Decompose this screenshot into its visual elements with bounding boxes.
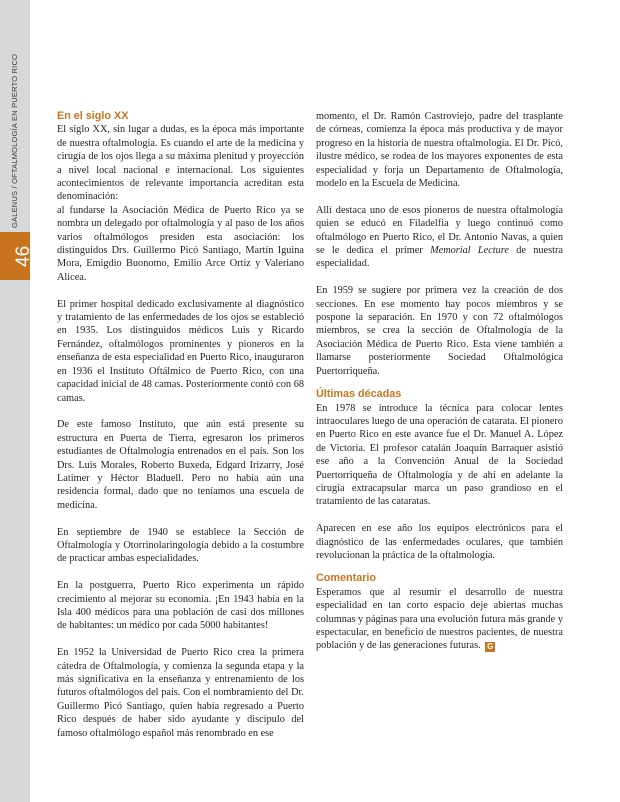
paragraph: El siglo XX, sin lugar a dudas, es la época más importante de nuestra oftalmología. Es cuando el arte de la medicina y cirugía de los ojos llega a su máxima plenitud y proyección a nivel local nacional e internacional. Los siguientes acontecimientos de relevante importancia acreditan esta denominación: xyxy=(57,124,304,203)
article-column-right xyxy=(316,110,563,666)
paragraph: De este famoso Instituto, que aún está presente su estructura en Puerta de Tierra, egresaron los primeros estudiantes de Oftalmología entrenados en el país. Son los Drs. Luis Morales, Roberto Buxeda, Edgard Irizarry, José Latimer y Héctor Bladuell. Pero no había aún una residencia formal, dado que no teníamos una escuela de medicina. xyxy=(57,419,304,511)
paragraph: momento, el Dr. Ramón Castroviejo, padre del trasplante de córneas, comienza la época más productiva y de mayor progreso en la historia de nuestra oftalmología. El Dr. Picó, ilustre médico, se rodea de los mayores exponentes de esta especialidad y forja un Departamento de Oftalmología, modelo en la Escuela de Medicina. xyxy=(316,111,563,190)
running-head: GALENUS / OFTALMOLOGÍA EN PUERTO RICO xyxy=(10,53,19,228)
article-column-left xyxy=(57,110,304,753)
section-heading-ultimas-decadas: Últimas décadas xyxy=(316,388,402,401)
paragraph: Aparecen en ese año los equipos electrónicos para el diagnóstico de las enfermedades oculares, que también revolucionan la práctica de la oftalmología. xyxy=(316,523,563,561)
page-number: 46 xyxy=(0,232,30,280)
paragraph-text: de nuestra especialidad. xyxy=(316,245,563,270)
page-margin-band xyxy=(0,0,34,802)
paragraph: al fundarse la Asociación Médica de Puerto Rico ya se nombra un delegado por oftalmología y al paso de los años varios oftalmólogos presiden esta asociación: los distinguidos Drs. Guillermo Picó Santiago, Martín Iguina Mora, Emigdio Buonomo, Emilio Arce Ortiz y Valeriano Alicea. xyxy=(57,204,304,283)
end-of-article-mark: G xyxy=(487,642,494,652)
paragraph: En la postguerra, Puerto Rico experimenta un rápido crecimiento al mejorar su economía. ¡En 1943 había en la Isla 400 médicos para una población de casi dos millones de habitantes: un médico por cada 5000 habitantes! xyxy=(57,580,304,632)
paragraph-text: Allí destaca uno de esos pioneros de nuestra oftalmología quien se educó en Filadelfia y luego continuó como oftalmólogo en Puerto Rico, el Dr. Antonio Navas, a quien se le dedica el primer xyxy=(316,204,563,257)
paragraph: En 1978 se introduce la técnica para colocar lentes intraoculares luego de una operación de catarata. El pionero en Puerto Rico en este avance fue el Dr. Manuel A. López de Victoria. El profesor catalán Joaquín Barraquer asistió ese año a la Convención Anual de la Sociedad Puertorriqueña de Oftalmología y de ahí en adelante la cirugía extracapsular marca un paso grandioso en el tratamiento de las cataratas. xyxy=(316,402,563,508)
paragraph: En septiembre de 1940 se establece la Sección de Oftalmología y Otorrinolaringología debido a la costumbre de practicar ambas especialidades. xyxy=(57,526,304,565)
paragraph-text: Esperamos que al resumir el desarrollo de nuestra especialidad en tan corto espacio deje abiertas muchas columnas y páginas para una evolución futura más grande y espectacular, en beneficio de nuestros pacientes, de nuestra población y de las generaciones futuras. xyxy=(316,586,563,652)
paragraph xyxy=(316,586,563,653)
section-heading-comentario: Comentario xyxy=(316,572,376,585)
paragraph: En 1952 la Universidad de Puerto Rico crea la primera cátedra de Oftalmología, y comienza la segunda etapa y la más significativa en la enseñanza y entrenamiento de los futuros oftalmólogos del país. Con el nombramiento del Dr. Guillermo Picó Santiago, quien había regresado a Puerto Rico después de haber sido ayudante y discípulo del famoso oftalmólogo español más renombrado en ese xyxy=(57,647,304,739)
paragraph: El primer hospital dedicado exclusivamente al diagnóstico y tratamiento de las enfermedades de los ojos se estableció en 1935. Los distinguidos médicos Luis y Ricardo Fernández, oftalmólogos prominentes y pioneros en la enseñanza de esta especialidad en Puerto Rico, inauguraron en 1936 el Instituto Oftálmico de Puerto Rico, con una capacidad inicial de 48 camas. Posteriormente contó con 68 camas. xyxy=(57,298,304,404)
memorial-lecture-title: Memorial Lecture xyxy=(430,245,510,257)
paragraph: En 1959 se sugiere por primera vez la creación de dos secciones. En ese momento hay pocos miembros y se pospone la separación. En 1970 y con 72 oftalmólogos miembros, se crea la sección de Oftalmología de la Asociación Médica de Puerto Rico. Esta viene también a llamarse posteriormente Sociedad Oftalmológica Puertorriqueña. xyxy=(316,285,563,377)
section-heading-siglo-xx: En el siglo XX xyxy=(57,110,129,122)
paragraph xyxy=(316,204,563,271)
